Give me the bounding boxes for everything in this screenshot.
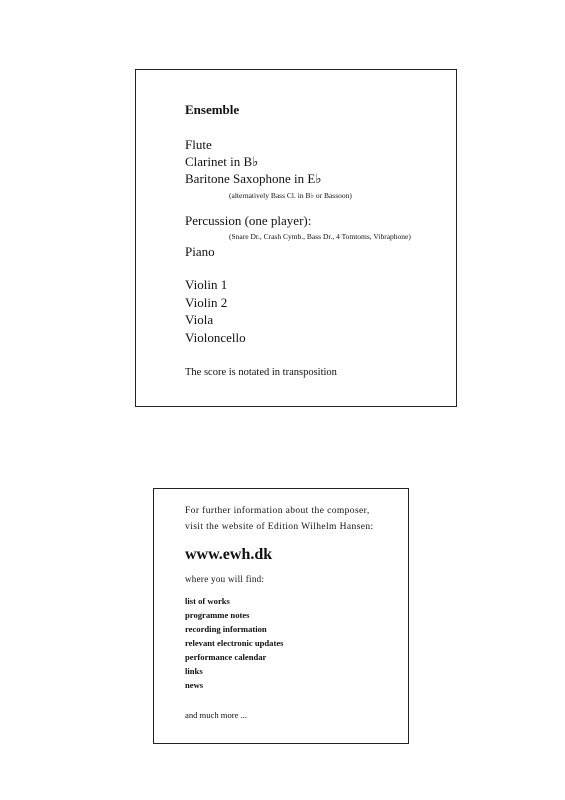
ensemble-box [135,69,457,407]
instrument-baritone-sax: Baritone Saxophone in E♭ [185,171,322,186]
instrument-percussion: Percussion (one player): [185,213,312,228]
instrument-violin-2: Violin 2 [185,295,228,310]
list-item: list of works [185,596,230,606]
instrument-violoncello: Violoncello [185,330,246,345]
list-item: relevant electronic updates [185,638,284,648]
and-much-more: and much more ... [185,710,248,720]
list-item: recording information [185,624,267,634]
instrument-flute: Flute [185,137,212,152]
info-box [153,488,409,744]
instrument-viola: Viola [185,312,214,327]
list-item: links [185,666,203,676]
ensemble-heading: Ensemble [185,102,240,117]
instrument-piano: Piano [185,244,215,259]
where-you-will-find: where you will find: [185,574,265,584]
info-line-1: For further information about the composer, [185,506,370,516]
baritone-sax-alternative-note: (alternatively Bass Cl. in B♭ or Bassoon) [229,191,352,200]
list-item: programme notes [185,610,250,620]
list-item: performance calendar [185,652,267,662]
instrument-clarinet: Clarinet in B♭ [185,154,259,169]
percussion-note: (Snare Dr., Crash Cymb., Bass Dr., 4 Tomtoms, Vibraphone) [229,232,411,241]
website-url: www.ewh.dk [185,546,273,563]
score-transposition-note: The score is notated in transposition [185,367,337,378]
instrument-violin-1: Violin 1 [185,277,228,292]
info-line-2: visit the website of Edition Wilhelm Hansen: [185,522,374,532]
list-item: news [185,680,204,690]
